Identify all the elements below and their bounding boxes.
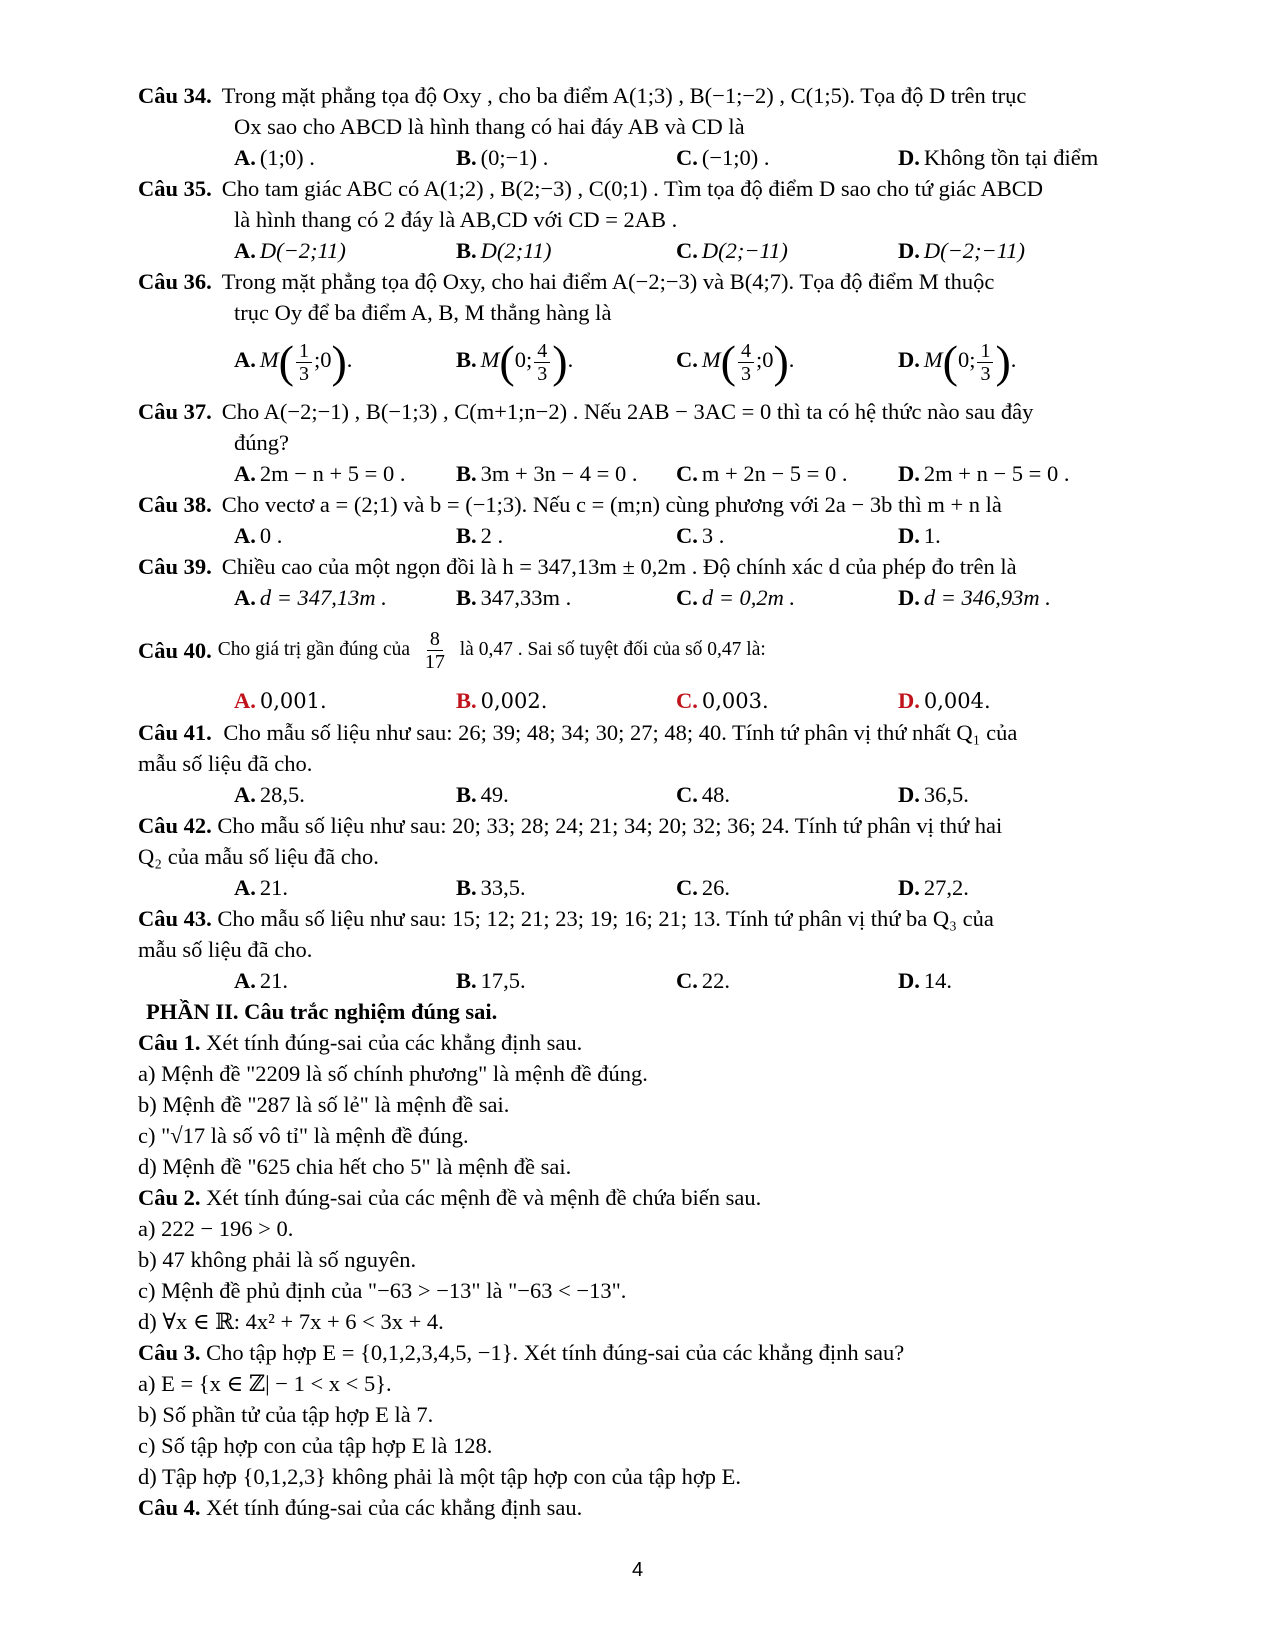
- question-stem-cont: trục Oy để ba điểm A, B, M thẳng hàng là: [234, 300, 612, 325]
- question-number: Câu 41.: [138, 720, 212, 745]
- option-d[interactable]: D. 0,004.: [898, 688, 991, 713]
- question-stem: Xét tính đúng-sai của các mệnh đề và mệnh đề chứa biến sau.: [206, 1185, 762, 1210]
- option-b[interactable]: B. 17,5.: [456, 968, 526, 993]
- question-stem: Cho mẫu số liệu như sau: 26; 39; 48; 34; 30; 27; 48; 40. Tính tứ phân vị thứ nhất Q₁ của: [223, 720, 1018, 745]
- option-c[interactable]: C. M( $\frac{4}{3}$ ;0).: [676, 336, 795, 387]
- question-number: Câu 38.: [138, 492, 212, 517]
- option-c[interactable]: C. 0,003.: [676, 688, 769, 713]
- option-a[interactable]: A. 28,5.: [234, 782, 305, 807]
- question-number: Câu 35.: [138, 176, 212, 201]
- options: [138, 142, 1145, 173]
- question-38: [138, 489, 1145, 551]
- section-heading: PHẦN II. Câu trắc nghiệm đúng sai.: [146, 999, 498, 1024]
- options: [138, 458, 1145, 489]
- question-stem: Xét tính đúng-sai của các khẳng định sau.: [206, 1495, 583, 1520]
- option-a[interactable]: A. d = 347,13m .: [234, 585, 387, 610]
- statement-c: c) Số tập hợp con của tập hợp E là 128.: [138, 1433, 493, 1458]
- question-number: Câu 37.: [138, 399, 212, 424]
- question-number: Câu 40.: [138, 637, 212, 663]
- option-a[interactable]: A. 0,001.: [234, 688, 327, 713]
- options: [138, 235, 1145, 266]
- option-b[interactable]: B. M(0; $\frac{4}{3}$ ).: [456, 336, 574, 387]
- option-d[interactable]: D. Không tồn tại điểm: [898, 145, 1099, 170]
- option-a[interactable]: A. (1;0) .: [234, 145, 315, 170]
- options: [138, 520, 1145, 551]
- option-c[interactable]: C. d = 0,2m .: [676, 585, 796, 610]
- option-c[interactable]: C. D(2;−11): [676, 238, 788, 263]
- option-d[interactable]: D. 36,5.: [898, 782, 969, 807]
- options: [138, 779, 1145, 810]
- option-c[interactable]: C. 3 .: [676, 523, 725, 548]
- option-c[interactable]: C. 48.: [676, 782, 730, 807]
- statement-a: a) E = {x ∈ ℤ| − 1 < x < 5}.: [138, 1371, 392, 1396]
- question-stem-cont: là hình thang có 2 đáy là AB,CD với CD = 2AB .: [234, 207, 678, 232]
- question-number: Câu 2.: [138, 1185, 201, 1210]
- question-stem: Cho vectơ a = (2;1) và b = (−1;3). Nếu c = (m;n) cùng phương với 2a − 3b thì m + n là: [221, 492, 1002, 517]
- question-stem-cont: Q₂ của mẫu số liệu đã cho.: [138, 844, 379, 869]
- question-36: [138, 266, 1145, 394]
- question-35: [138, 173, 1145, 266]
- question-stem-cont: Ox sao cho ABCD là hình thang có hai đáy AB và CD là: [234, 114, 745, 139]
- options: [138, 965, 1145, 996]
- option-b[interactable]: B. 2 .: [456, 523, 504, 548]
- question-41: [138, 717, 1145, 810]
- option-d[interactable]: D. 2m + n − 5 = 0 .: [898, 461, 1070, 486]
- option-b[interactable]: B. D(2;11): [456, 238, 552, 263]
- option-a[interactable]: A. 2m − n + 5 = 0 .: [234, 461, 406, 486]
- option-c[interactable]: C. 22.: [676, 968, 730, 993]
- options: [138, 872, 1145, 903]
- option-a[interactable]: A. 21.: [234, 875, 288, 900]
- question-34: [138, 80, 1145, 173]
- question-42: [138, 810, 1145, 903]
- question-stem: Cho tam giác ABC có A(1;2) , B(2;−3) , C(0;1) . Tìm tọa độ điểm D sao cho tứ giác ABCD: [221, 176, 1044, 201]
- option-a[interactable]: A. M( $\frac{1}{3}$ ;0).: [234, 336, 353, 387]
- statement-d: d) Tập hợp {0,1,2,3} không phải là một tập hợp con của tập hợp E.: [138, 1464, 742, 1489]
- options: [138, 582, 1145, 613]
- statement-d: d) ∀x ∈ ℝ: 4x² + 7x + 6 < 3x + 4.: [138, 1309, 444, 1334]
- statement-c: c) "√17 là số vô tỉ" là mệnh đề đúng.: [138, 1123, 469, 1148]
- option-b[interactable]: B. (0;−1) .: [456, 145, 549, 170]
- option-c[interactable]: C. 26.: [676, 875, 730, 900]
- statement-a: a) Mệnh đề "2209 là số chính phương" là mệnh đề đúng.: [138, 1061, 648, 1086]
- statement-a: a) 222 − 196 > 0.: [138, 1216, 294, 1241]
- option-b[interactable]: B. 0,002.: [456, 688, 548, 713]
- question-stem: Cho mẫu số liệu như sau: 20; 33; 28; 24; 21; 34; 20; 32; 36; 24. Tính tứ phân vị thứ hai: [217, 813, 1003, 838]
- options: [138, 685, 1145, 717]
- question-stem: Cho A(−2;−1) , B(−1;3) , C(m+1;n−2) . Nếu 2AB − 3AC = 0 thì ta có hệ thức nào sau đây: [221, 399, 1034, 424]
- question-stem-cont: mẫu số liệu đã cho.: [138, 751, 313, 776]
- option-a[interactable]: A. 21.: [234, 968, 288, 993]
- question-stem: Trong mặt phẳng tọa độ Oxy, cho hai điểm A(−2;−3) và B(4;7). Tọa độ điểm M thuộc: [221, 269, 995, 294]
- option-b[interactable]: B. 33,5.: [456, 875, 526, 900]
- question-number: Câu 4.: [138, 1495, 201, 1520]
- option-c[interactable]: C. (−1;0) .: [676, 145, 770, 170]
- option-d[interactable]: D. 14.: [898, 968, 952, 993]
- question-40: [138, 619, 1145, 717]
- options: [138, 330, 1145, 394]
- statement-b: b) 47 không phải là số nguyên.: [138, 1247, 417, 1272]
- question-stem: Chiều cao của một ngọn đồi là h = 347,13m ± 0,2m . Độ chính xác d của phép đo trên là: [221, 554, 1017, 579]
- option-b[interactable]: B. 49.: [456, 782, 509, 807]
- tf-question-1: [138, 1027, 1145, 1182]
- question-number: Câu 3.: [138, 1340, 201, 1365]
- option-d[interactable]: D. 27,2.: [898, 875, 969, 900]
- option-a[interactable]: A. 0 .: [234, 523, 283, 548]
- question-number: Câu 34.: [138, 83, 212, 108]
- statement-b: b) Mệnh đề "287 là số lẻ" là mệnh đề sai.: [138, 1092, 510, 1117]
- statement-c: c) Mệnh đề phủ định của "−63 > −13" là "−63 < −13".: [138, 1278, 627, 1303]
- option-a[interactable]: A. D(−2;11): [234, 238, 346, 263]
- question-stem: Trong mặt phẳng tọa độ Oxy , cho ba điểm A(1;3) , B(−1;−2) , C(1;5). Tọa độ D trên trục: [221, 83, 1027, 108]
- option-c[interactable]: C. m + 2n − 5 = 0 .: [676, 461, 848, 486]
- question-number: Câu 42.: [138, 813, 212, 838]
- question-number: Câu 36.: [138, 269, 212, 294]
- question-number: Câu 1.: [138, 1030, 201, 1055]
- option-b[interactable]: B. 3m + 3n − 4 = 0 .: [456, 461, 638, 486]
- tf-question-2: [138, 1182, 1145, 1337]
- question-number: Câu 43.: [138, 906, 212, 931]
- statement-d: d) Mệnh đề "625 chia hết cho 5" là mệnh đề sai.: [138, 1154, 572, 1179]
- tf-question-3: [138, 1337, 1145, 1492]
- question-stem: Cho mẫu số liệu như sau: 15; 12; 21; 23; 19; 16; 21; 13. Tính tứ phân vị thứ ba Q₃ của: [217, 906, 994, 931]
- question-number: Câu 39.: [138, 554, 212, 579]
- question-stem: Cho giá trị gần đúng của $\frac{8}{17}$ là 0,47 . Sai số tuyệt đối của số 0,47 là:: [217, 627, 766, 673]
- option-d[interactable]: D. d = 346,93m .: [898, 585, 1051, 610]
- tf-question-4: [138, 1492, 1145, 1523]
- question-37: [138, 396, 1145, 489]
- option-b[interactable]: B. 347,33m .: [456, 585, 572, 610]
- question-39: [138, 551, 1145, 613]
- page-number: 4: [631, 1559, 644, 1581]
- statement-b: b) Số phần tử của tập hợp E là 7.: [138, 1402, 434, 1427]
- question-43: [138, 903, 1145, 996]
- question-stem: Xét tính đúng-sai của các khẳng định sau.: [206, 1030, 583, 1055]
- option-d[interactable]: D. M(0; $\frac{1}{3}$ ).: [898, 336, 1017, 387]
- option-d[interactable]: D. D(−2;−11): [898, 238, 1026, 263]
- option-d[interactable]: D. 1.: [898, 523, 941, 548]
- question-stem: Cho tập hợp E = {0,1,2,3,4,5, −1}. Xét tính đúng-sai của các khẳng định sau?: [206, 1340, 905, 1365]
- question-stem-cont: mẫu số liệu đã cho.: [138, 937, 313, 962]
- question-stem-cont: đúng?: [234, 430, 289, 455]
